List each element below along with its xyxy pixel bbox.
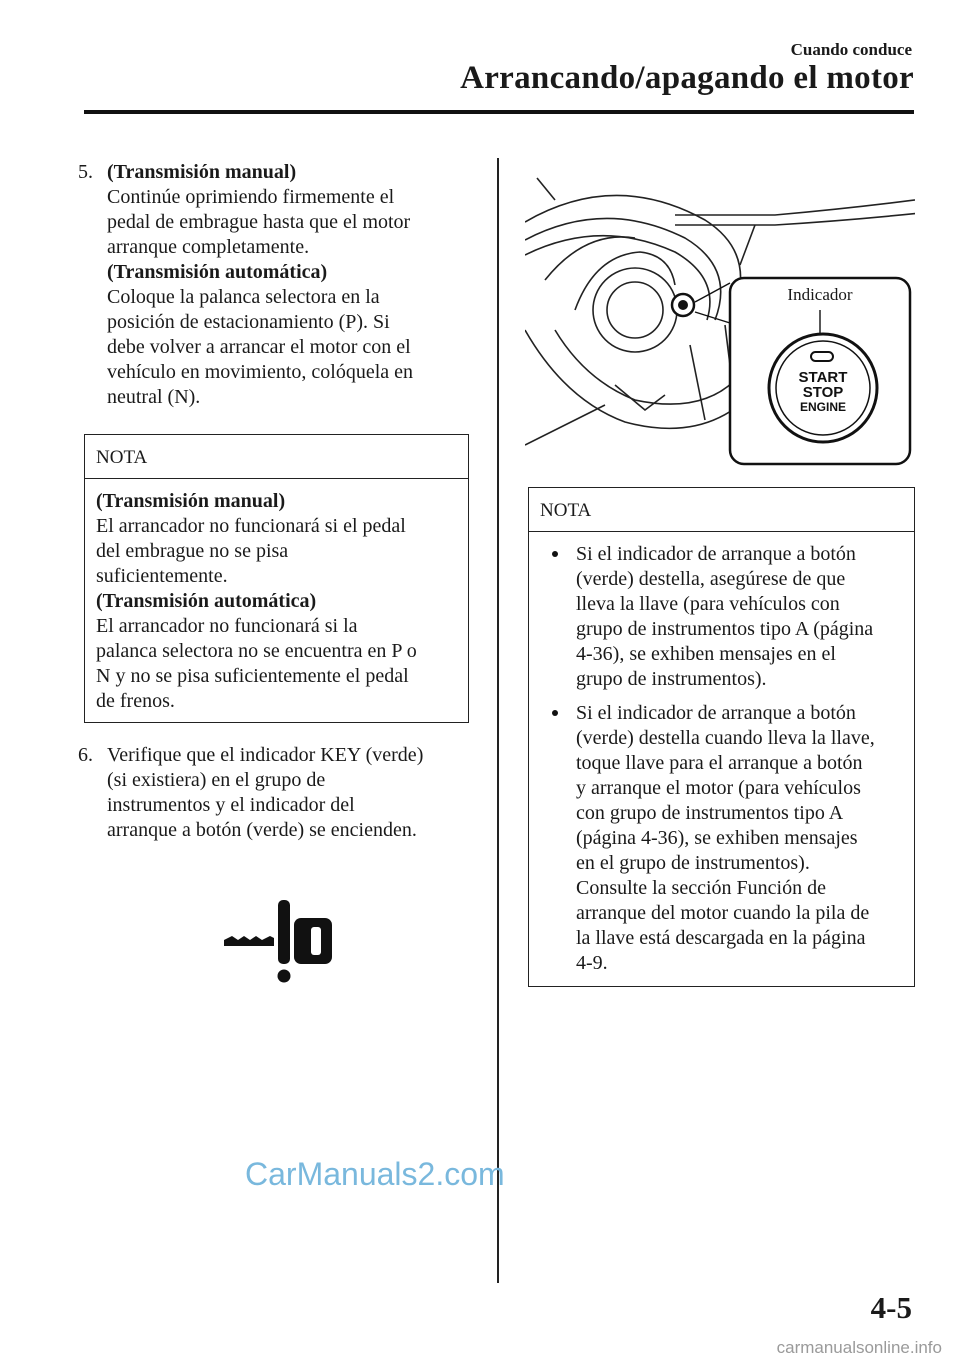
- step-number: 6.: [78, 744, 93, 766]
- page-number: 4-5: [870, 1290, 912, 1325]
- text-line: Si el indicador de arranque a botón: [576, 543, 856, 565]
- text-line: vehículo en movimiento, colóquela en: [107, 361, 414, 383]
- note-box-2: [528, 487, 915, 987]
- text-line: El arrancador no funcionará si la: [96, 615, 358, 637]
- page-title: Arrancando/apagando el motor: [460, 60, 914, 96]
- column-divider: [497, 158, 499, 1283]
- text-line: El arrancador no funcionará si el pedal: [96, 515, 406, 537]
- note-heading: NOTA: [85, 435, 468, 479]
- text-line: suficientemente.: [96, 565, 228, 587]
- callout-label: Indicador: [787, 285, 853, 304]
- button-line-engine: ENGINE: [799, 400, 846, 414]
- text-line: Si el indicador de arranque a botón: [576, 702, 856, 724]
- subheading: (Transmisión automática): [96, 590, 317, 612]
- subheading: (Transmisión manual): [96, 490, 286, 512]
- text-line: (página 4-36), se exhiben mensajes: [576, 827, 858, 849]
- text-line: y arranque el motor (para vehículos: [576, 777, 861, 799]
- text-line: pedal de embrague hasta que el motor: [107, 211, 411, 233]
- footer-watermark: carmanualsonline.info: [776, 1338, 942, 1357]
- subheading: (Transmisión automática): [107, 261, 328, 283]
- bullet-dot: [552, 710, 558, 716]
- text-line: grupo de instrumentos tipo A (página: [576, 618, 874, 640]
- text-line: lleva la llave (para vehículos con: [576, 593, 840, 615]
- text-line: arranque del motor cuando la pila de: [576, 902, 870, 924]
- step-5: [78, 160, 478, 410]
- header-rule: [84, 110, 914, 114]
- text-line: con grupo de instrumentos tipo A: [576, 802, 844, 824]
- step-6: [78, 743, 488, 843]
- text-line: arranque a botón (verde) se encienden.: [107, 819, 417, 841]
- text-line: arranque completamente.: [107, 236, 310, 258]
- step-6-text: [107, 743, 488, 843]
- button-line-stop: STOP: [802, 384, 844, 401]
- note-box-1: [84, 434, 469, 723]
- indicator-lamp: [811, 352, 833, 361]
- text-line: Continúe oprimiendo firmemente el: [107, 186, 395, 208]
- bullet-item: [540, 701, 903, 976]
- bullet-dot: [552, 551, 558, 557]
- step-5-text: [107, 160, 478, 410]
- text-line: posición de estacionamiento (P). Si: [107, 311, 390, 333]
- text-line: palanca selectora no se encuentra en P o: [96, 640, 417, 662]
- text-line: Coloque la palanca selectora en la: [107, 286, 380, 308]
- text-line: la llave está descargada en la página: [576, 927, 866, 949]
- note-heading: NOTA: [529, 488, 914, 532]
- text-line: (verde) destella cuando lleva la llave,: [576, 727, 875, 749]
- note-body: [529, 532, 914, 995]
- bullet-item: [540, 542, 903, 692]
- note-body: [85, 479, 468, 724]
- button-line-start: START: [798, 369, 848, 386]
- subheading: (Transmisión manual): [107, 161, 297, 183]
- text-line: N y no se pisa suficientemente el pedal: [96, 665, 409, 687]
- text-line: debe volver a arrancar el motor con el: [107, 336, 411, 358]
- start-stop-engine-label: [793, 370, 853, 415]
- text-line: de frenos.: [96, 690, 175, 712]
- key-warning-icon: [222, 898, 338, 986]
- watermark: CarManuals2.com: [245, 1156, 505, 1192]
- text-line: toque llave para el arranque a botón: [576, 752, 863, 774]
- text-line: 4-9.: [576, 952, 608, 974]
- text-line: grupo de instrumentos).: [576, 668, 767, 690]
- text-line: (verde) destella, asegúrese de que: [576, 568, 846, 590]
- text-line: instrumentos y el indicador del: [107, 794, 355, 816]
- text-line: en el grupo de instrumentos).: [576, 852, 810, 874]
- dashboard-figure: [525, 160, 915, 470]
- text-line: Consulte la sección Función de: [576, 877, 826, 899]
- section-label: Cuando conduce: [790, 40, 912, 59]
- step-number: 5.: [78, 161, 93, 183]
- text-line: Verifique que el indicador KEY (verde): [107, 744, 424, 766]
- text-line: 4-36), se exhiben mensajes en el: [576, 643, 836, 665]
- text-line: del embrague no se pisa: [96, 540, 289, 562]
- text-line: (si existiera) en el grupo de: [107, 769, 326, 791]
- text-line: neutral (N).: [107, 386, 201, 408]
